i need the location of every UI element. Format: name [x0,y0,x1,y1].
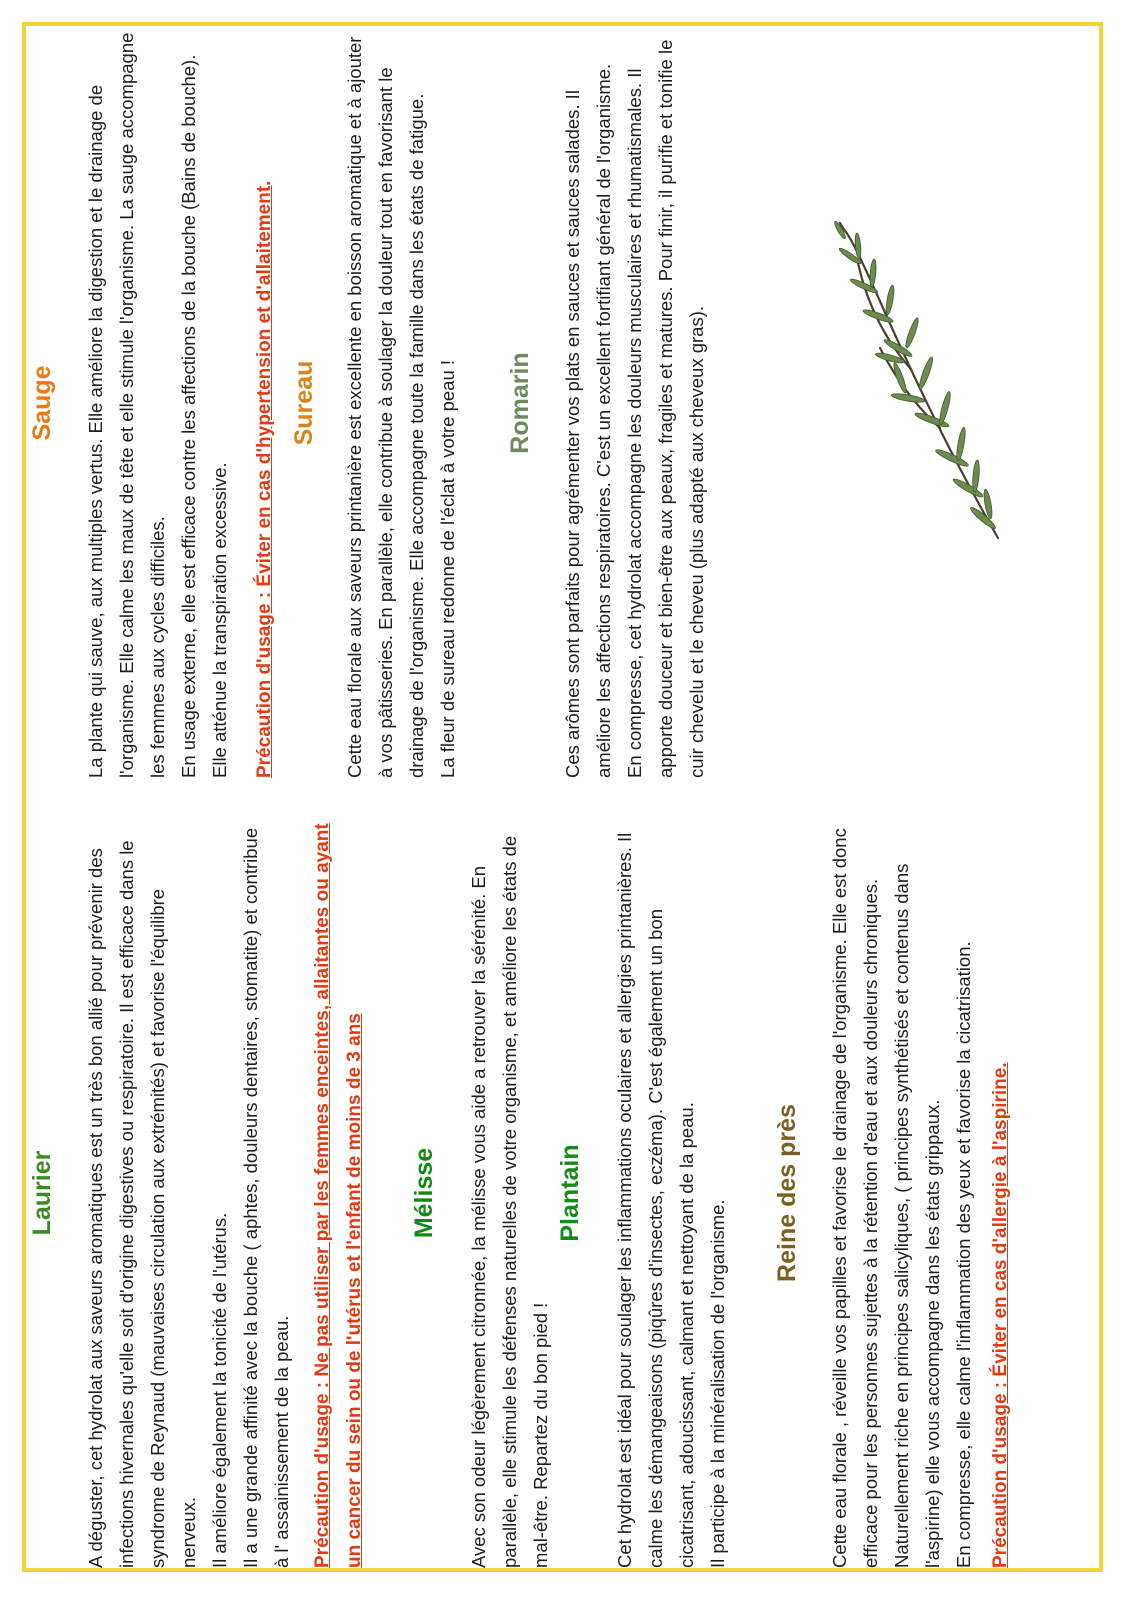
rosemary-sprig-icon [828,218,1018,548]
paragraph: Cette eau florale aux saveurs printanière est excellente en boisson aromatique et à ajouter à vos pâtisseries. En parallèle, elle contribue à soulager la douleur tout en favorisant le drainage de l'organisme. Elle accompagne toute la famille dans les états de fatigue. [344,36,427,778]
paragraph: En compresse, cet hydrolat accompagne les douleurs musculaires et rhumatismales. Il apporte douceur et bien-être aux peaux, fragiles et matures. Pour finir, il purifie et tonifie le cuir chevelu et le cheveu (plus adapté aux cheveux gras). [624,39,707,778]
warning-text: : Ne pas utiliser par les femmes enceintes, allaitantes ou ayant un cancer du sein ou de l'utérus et l'enfant de moins de 3 ans [312,823,365,1568]
paragraph: Cette eau florale , réveille vos papilles et favorise le drainage de l'organisme. Elle est donc efficace pour les personnes sujettes à la rétention d'eau et aux douleurs chroniques. Naturellement riche en principes salicyliques, ( principes synthétisés et contenus dans l'aspirine) elle vous accompagne dans les états grippaux. [829,828,943,1568]
section-title: Laurier [28,1150,56,1236]
warning-label: Précaution d'usage : Éviter en cas d'allergie à l'aspirine. [990,1062,1011,1568]
paragraph: Ces arômes sont parfaits pour agrémenter vos plats en sauces et sauces salades. Il améliore les affections respiratoires. C'est un excellent fortifiant général de l'organisme. [562,63,614,778]
paragraph: Il améliore également la tonicité de l'utérus. [209,1212,230,1568]
left-column [28,818,1098,1568]
rotated-page [28,28,1098,1568]
section-melisse [410,818,556,1568]
usage-warning [307,818,371,1568]
section-title: Plantain [556,1144,584,1242]
section-romarin [506,28,712,778]
paragraph: Il participe à la minéralisation de l'organisme. [707,1199,728,1568]
paragraph: En usage externe, elle est efficace contre les affections de la bouche (Bains de bouche). Elle atténue la transpiration excessive. [178,54,230,778]
paragraph: A déguster, cet hydrolat aux saveurs aromatiques est un très bon allié pour prévenir des infections hivernales qu'elle soit d'origine digestives ou respiratoire. Il est efficace dans le syndrome de Reynaud (mauvaises circulation aux extrémités) et favorise l'équilibre nerveux. [85,840,199,1568]
paragraph: Il a une grande affinité avec la bouche ( aphtes, douleurs dentaires, stomatite) et contribue à l' assainissement de la peau. [240,827,292,1568]
warning-label: Précaution d'usage : Éviter en cas d'hypertension et d'allaitement [254,185,275,778]
section-title: Romarin [506,352,534,454]
warning-end: . [254,180,275,186]
section-title: Mélisse [410,1147,438,1239]
paragraph: En compresse, elle calme l'inflammation des yeux et favorise la cicatrisation. [953,941,974,1568]
paragraph: La fleur de sureau redonne de l'éclat à votre peau ! [437,359,458,778]
section-title: Sauge [28,365,56,441]
usage-warning [985,818,1017,1568]
paragraph: La plante qui sauve, aux multiples vertus. Elle améliore la digestion et le drainage de l'organisme. Elle calme les maux de tête et elle stimule l'organisme. La sauge accompagne les femmes aux cycles difficiles. [85,32,168,778]
section-laurier [28,818,371,1568]
section-sauge [28,28,281,778]
paragraph: Cet hydrolat est idéal pour soulager les inflammations oculaires et allergies printanières. Il calme les démangeaisons (piqûres d'insectes, eczéma). C'est également un bon cicatrisant, adoucissant, calmant et nettoyant de la peau. [614,832,697,1568]
section-sureau [290,28,463,778]
section-reine-des-pres [773,818,1017,1568]
warning-label: Précaution d'usage [312,1388,333,1568]
right-column [28,28,1098,778]
section-title: Sureau [290,360,318,446]
section-title: Reine des près [773,1104,801,1282]
section-plantain [556,818,733,1568]
usage-warning [249,28,281,778]
paragraph: Avec son odeur légèrement citronnée, la mélisse vous aide a retrouver la sérénité. En parallèle, elle stimule les défenses naturelles de votre organisme, et améliore les états de mal-être. Repartez du bon pied ! [468,835,551,1568]
